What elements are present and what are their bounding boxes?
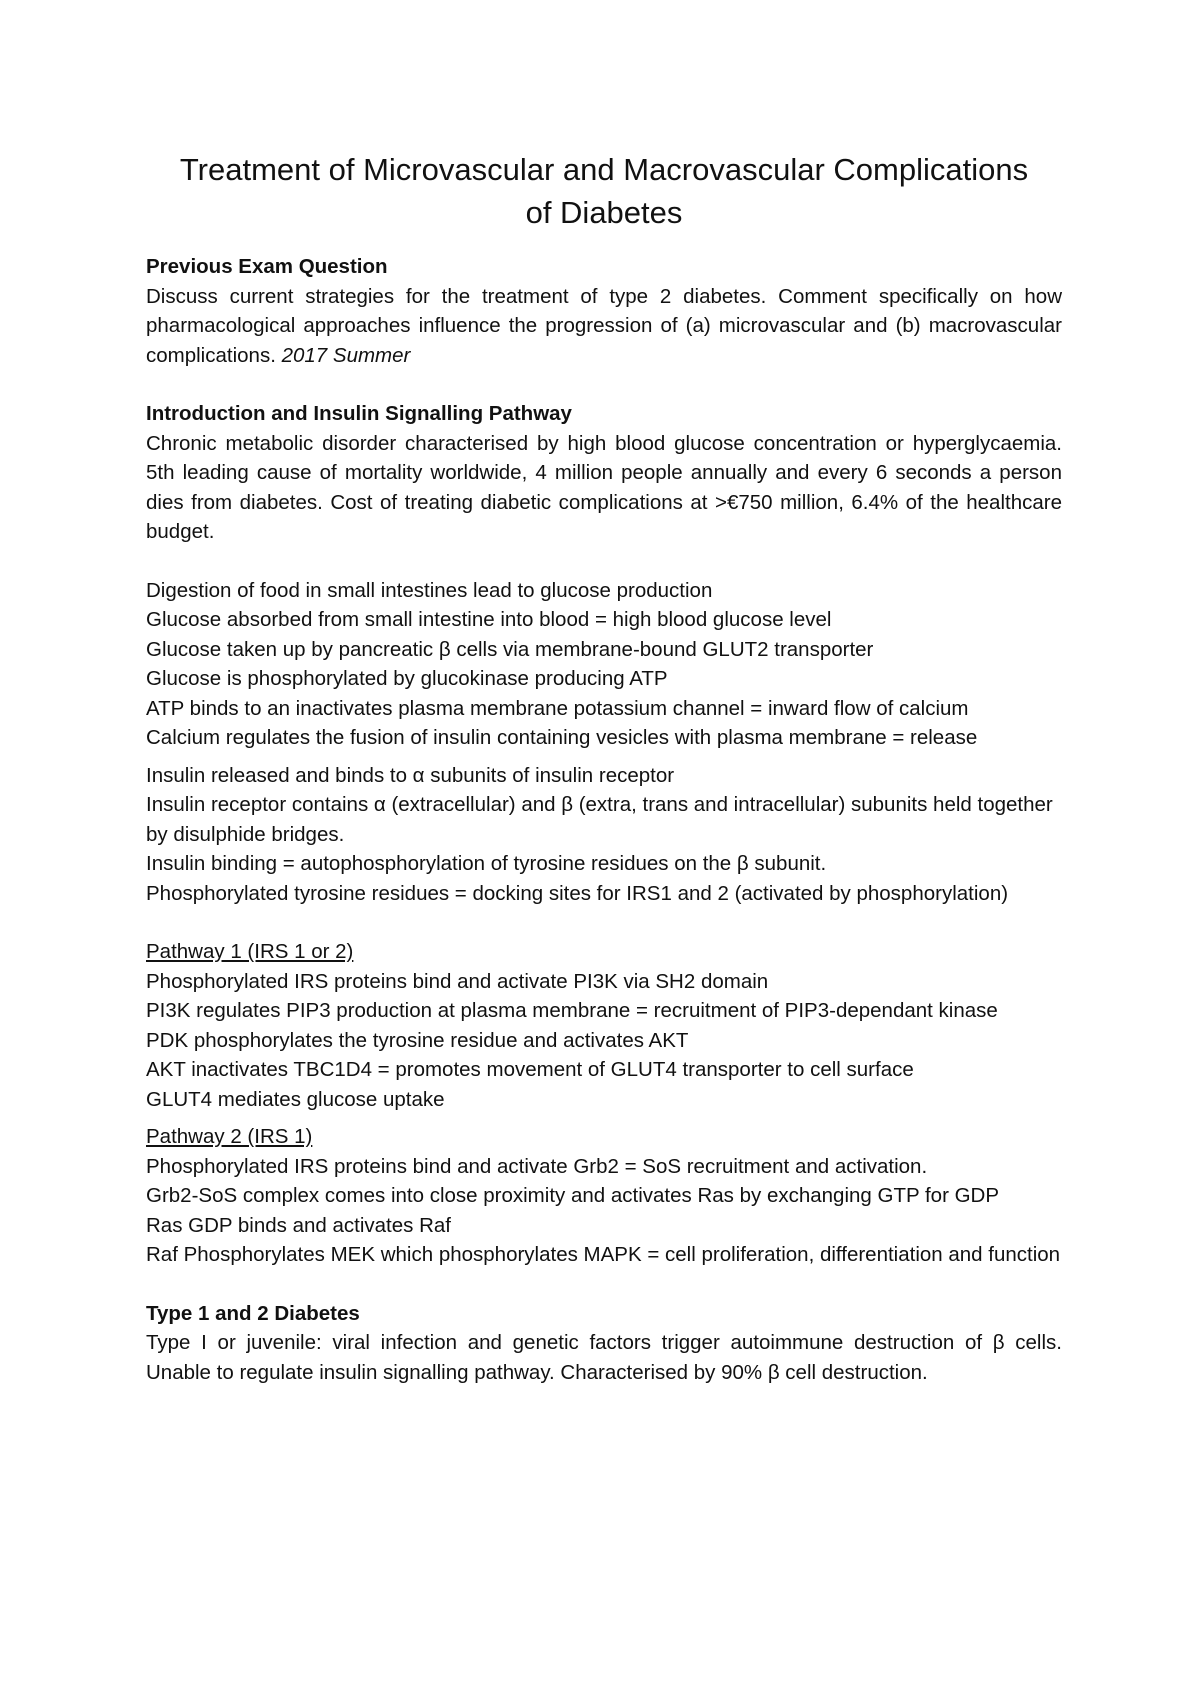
pathway-2-step: Grb2-SoS complex comes into close proximity and activates Ras by exchanging GTP for GDP bbox=[146, 1184, 1000, 1207]
pathway-1-step: PDK phosphorylates the tyrosine residue and activates AKT bbox=[146, 1028, 689, 1052]
title-line-2: of Diabetes bbox=[525, 195, 683, 230]
pathway-2-heading: Pathway 2 (IRS 1) bbox=[146, 1125, 313, 1148]
diabetes-types-body: Type I or juvenile: viral infection and genetic factors trigger autoimmune destruction of β cells. Unable to regulate insulin signalling pathway. Characterised by 90% β cell destruction. bbox=[146, 1331, 1062, 1384]
diabetes-types-heading: Type 1 and 2 Diabetes bbox=[146, 1301, 360, 1325]
pathway-1-heading: Pathway 1 (IRS 1 or 2) bbox=[146, 940, 354, 963]
glucose-step: Calcium regulates the fusion of insulin containing vesicles with plasma membrane = release bbox=[146, 726, 978, 749]
pathway-2-step: Ras GDP binds and activates Raf bbox=[146, 1213, 451, 1237]
glucose-step: ATP binds to an inactivates plasma membrane potassium channel = inward flow of calcium bbox=[146, 696, 969, 720]
title-line-1: Treatment of Microvascular and Macrovascular Complications bbox=[179, 152, 1029, 187]
exam-session: 2017 Summer bbox=[281, 343, 411, 367]
pathway-1-section bbox=[146, 937, 1062, 1114]
pathway-2-step: Phosphorylated IRS proteins bind and activate Grb2 = SoS recruitment and activation. bbox=[146, 1154, 928, 1178]
diabetes-types-section bbox=[146, 1299, 1062, 1388]
exam-question-section bbox=[146, 252, 1062, 370]
glucose-steps bbox=[146, 576, 1062, 753]
insulin-step: Insulin binding = autophosphorylation of tyrosine residues on the β subunit. bbox=[146, 852, 827, 875]
pathway-1-step: AKT inactivates TBC1D4 = promotes movement of GLUT4 transporter to cell surface bbox=[146, 1058, 914, 1081]
pathway-1-step: Phosphorylated IRS proteins bind and activate PI3K via SH2 domain bbox=[146, 969, 769, 993]
insulin-step: Insulin released and binds to α subunits of insulin receptor bbox=[146, 763, 675, 787]
glucose-step: Digestion of food in small intestines lead to glucose production bbox=[146, 578, 713, 602]
exam-question-text: Discuss current strategies for the treatment of type 2 diabetes. Comment specifically on how pharmacological approaches influence the progression of (a) microvascular and (b) macrovascular complications. bbox=[146, 284, 1062, 367]
exam-question-heading: Previous Exam Question bbox=[146, 255, 388, 278]
exam-question-body bbox=[146, 282, 1062, 371]
introduction-body: Chronic metabolic disorder characterised by high blood glucose concentration or hyperglycaemia. 5th leading cause of mortality worldwide, 4 million people annually and every 6 seconds a person dies from diabetes. Cost of treating diabetic complications at >€750 million, 6.4% of the healthcare budget. bbox=[146, 431, 1062, 543]
insulin-step: Phosphorylated tyrosine residues = docking sites for IRS1 and 2 (activated by phosphorylation) bbox=[146, 881, 1009, 905]
pathway-2-step: Raf Phosphorylates MEK which phosphorylates MAPK = cell proliferation, differentiation and function bbox=[146, 1243, 1061, 1266]
page-title bbox=[146, 148, 1062, 234]
glucose-step: Glucose is phosphorylated by glucokinase producing ATP bbox=[146, 667, 668, 690]
glucose-step: Glucose taken up by pancreatic β cells via membrane-bound GLUT2 transporter bbox=[146, 637, 874, 661]
pathway-1-step: GLUT4 mediates glucose uptake bbox=[146, 1087, 445, 1111]
glucose-step: Glucose absorbed from small intestine into blood = high blood glucose level bbox=[146, 608, 832, 631]
pathway-1-step: PI3K regulates PIP3 production at plasma membrane = recruitment of PIP3-dependant kinase bbox=[146, 999, 998, 1022]
insulin-steps bbox=[146, 761, 1062, 909]
introduction-heading: Introduction and Insulin Signalling Pathway bbox=[146, 402, 572, 425]
insulin-step: Insulin receptor contains α (extracellular) and β (extra, trans and intracellular) subunits held together by disulphide bridges. bbox=[146, 793, 1053, 846]
introduction-section bbox=[146, 399, 1062, 547]
pathway-2-section bbox=[146, 1122, 1062, 1270]
